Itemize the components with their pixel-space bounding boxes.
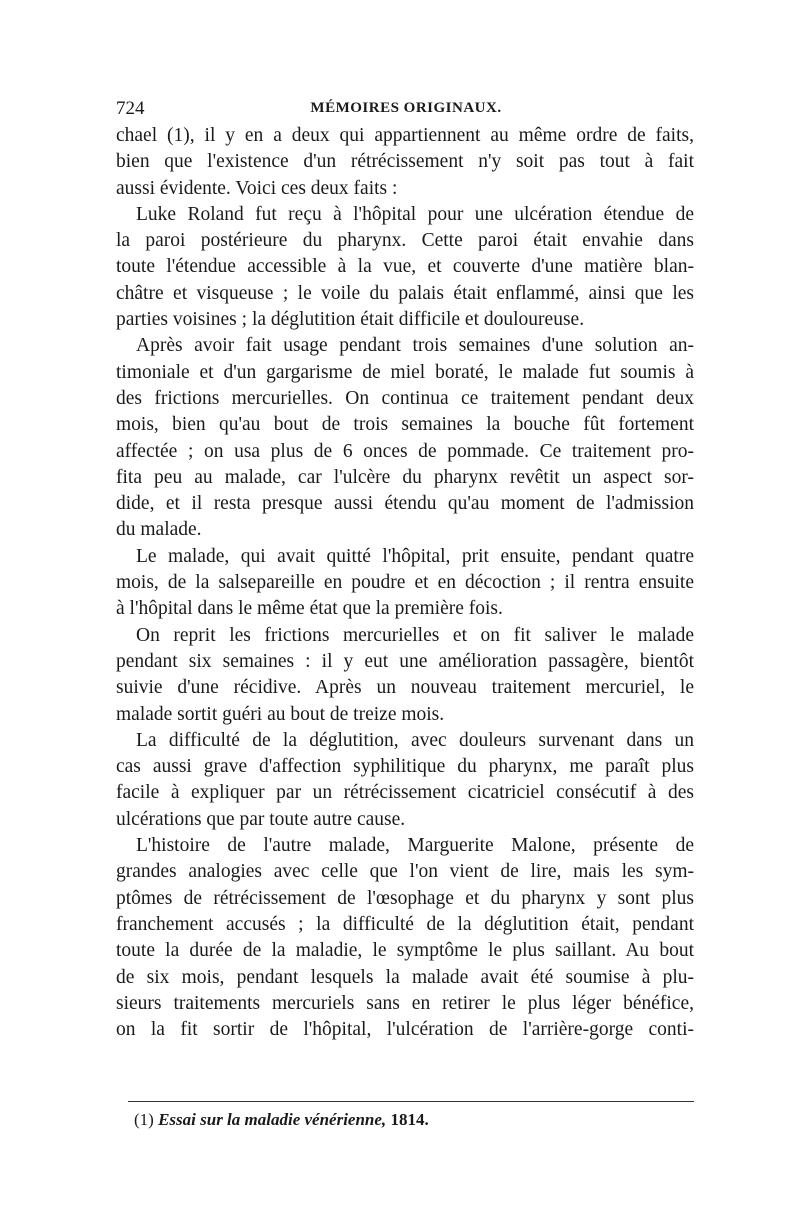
text-line: la paroi postérieure du pharynx. Cette paroi était envahie dans — [116, 230, 694, 252]
footnote-marker: (1) — [134, 1110, 154, 1129]
text-line: franchement accusés ; la difficulté de la déglutition était, pendant — [116, 913, 694, 935]
text-line: ptômes de rétrécissement de l'œsophage et du pharynx y sont plus — [116, 887, 694, 909]
text-line: malade sortit guéri au bout de treize mois. — [116, 703, 445, 725]
text-line: L'histoire de l'autre malade, Marguerite Malone, présente de — [136, 835, 694, 857]
text-line: châtre et visqueuse ; le voile du palais était enflammé, ainsi que les — [116, 282, 694, 304]
text-line: dide, et il resta presque aussi étendu qu'au moment de l'admission — [116, 493, 694, 515]
text-line: on la fit sortir de l'hôpital, l'ulcération de l'arrière-gorge conti- — [116, 1019, 694, 1041]
text-line: pendant six semaines : il y eut une amélioration passagère, bientôt — [116, 650, 694, 672]
text-line: toute la durée de la maladie, le symptôme le plus saillant. Au bout — [116, 940, 694, 962]
text-line: timoniale et d'un gargarisme de miel boraté, le malade fut soumis à — [116, 361, 694, 383]
text-line: suivie d'une récidive. Après un nouveau traitement mercuriel, le — [116, 677, 694, 699]
text-line: de six mois, pendant lesquels la malade avait été soumise à plu- — [116, 966, 694, 988]
text-line: affectée ; on usa plus de 6 onces de pommade. Ce traitement pro- — [116, 440, 694, 462]
text-line: Luke Roland fut reçu à l'hôpital pour une ulcération étendue de — [136, 203, 694, 225]
text-line: sieurs traitements mercuriels sans en retirer le plus léger bénéfice, — [116, 992, 694, 1014]
text-line: La difficulté de la déglutition, avec douleurs survenant dans un — [136, 729, 694, 751]
running-head: MÉMOIRES ORIGINAUX. — [310, 100, 502, 116]
text-line: fita peu au malade, car l'ulcère du pharynx revêtit un aspect sor- — [116, 466, 694, 488]
text-line: du malade. — [116, 519, 202, 541]
text-line: Après avoir fait usage pendant trois semaines d'une solution an- — [136, 335, 694, 357]
body-text — [116, 123, 694, 1043]
text-line: chael (1), il y en a deux qui appartiennent au même ordre de faits, — [116, 125, 694, 146]
text-line: Le malade, qui avait quitté l'hôpital, prit ensuite, pendant quatre — [136, 545, 694, 567]
text-line: à l'hôpital dans le même état que la première fois. — [116, 598, 503, 620]
footnote — [134, 1110, 429, 1130]
footnote-title: Essai sur la maladie vénérienne, — [158, 1110, 387, 1129]
text-line: ulcérations que par toute autre cause. — [116, 808, 406, 830]
text-line: parties voisines ; la déglutition était difficile et douloureuse. — [116, 309, 585, 331]
footnote-separator — [128, 1101, 694, 1102]
footnote-year: 1814. — [390, 1110, 429, 1129]
page-number: 724 — [116, 98, 145, 119]
text-line: facile à expliquer par un rétrécissement cicatriciel consécutif à des — [116, 782, 694, 804]
text-line: grandes analogies avec celle que l'on vient de lire, mais les sym- — [116, 861, 694, 883]
text-line: mois, de la salsepareille en poudre et en décoction ; il rentra ensuite — [116, 572, 694, 594]
text-line: aussi évidente. Voici ces deux faits : — [116, 177, 398, 199]
text-line: On reprit les frictions mercurielles et on fit saliver le malade — [136, 624, 694, 646]
text-line: bien que l'existence d'un rétrécissement n'y soit pas tout à fait — [116, 151, 694, 173]
text-line: des frictions mercurielles. On continua ce traitement pendant deux — [116, 387, 694, 409]
text-line: cas aussi grave d'affection syphilitique du pharynx, me paraît plus — [116, 756, 694, 778]
page-header — [116, 98, 696, 124]
text-line: toute l'étendue accessible à la vue, et couverte d'une matière blan- — [116, 256, 694, 278]
text-line: mois, bien qu'au bout de trois semaines la bouche fût fortement — [116, 414, 694, 436]
